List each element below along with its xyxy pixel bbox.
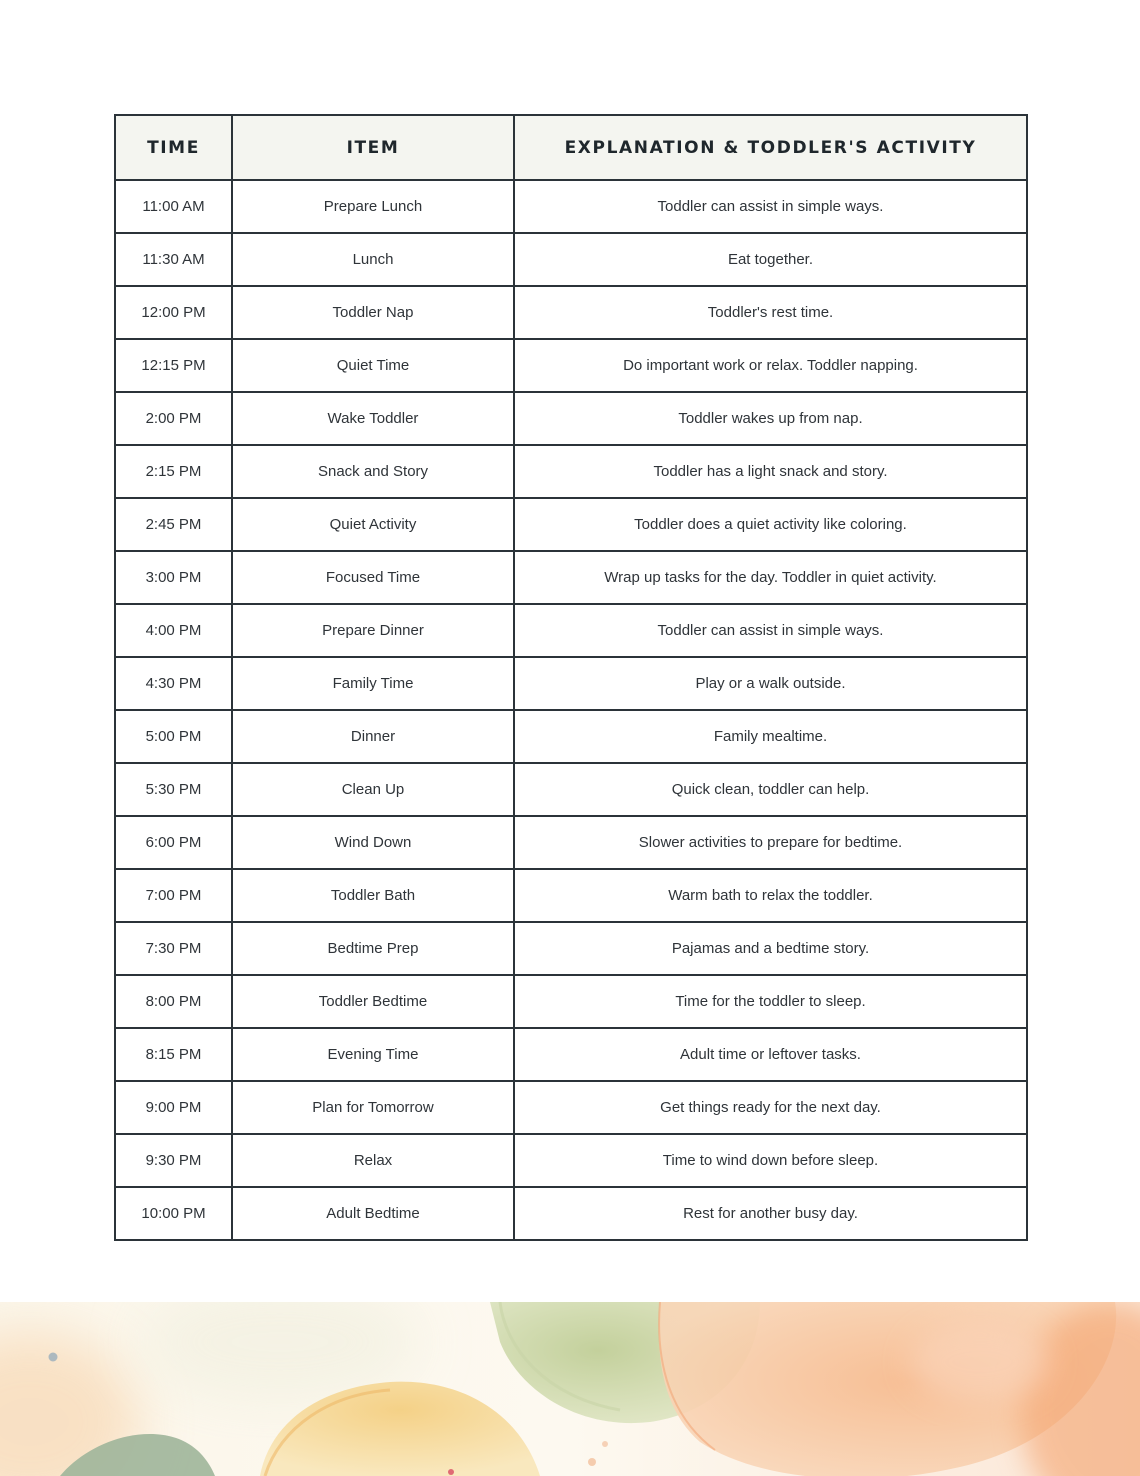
table-row	[115, 498, 1027, 551]
cell-explanation: Wrap up tasks for the day. Toddler in quiet activity.	[514, 551, 1027, 604]
schedule-table	[114, 114, 1028, 1241]
table-body	[115, 180, 1027, 1240]
cell-time: 5:00 PM	[115, 710, 232, 763]
watercolor-decoration	[0, 1302, 1140, 1476]
cell-item: Bedtime Prep	[232, 922, 514, 975]
cell-item: Prepare Lunch	[232, 180, 514, 233]
cell-explanation: Do important work or relax. Toddler napping.	[514, 339, 1027, 392]
cell-explanation: Quick clean, toddler can help.	[514, 763, 1027, 816]
cell-explanation: Rest for another busy day.	[514, 1187, 1027, 1240]
cell-item: Toddler Bath	[232, 869, 514, 922]
cell-time: 11:30 AM	[115, 233, 232, 286]
cell-explanation: Toddler wakes up from nap.	[514, 392, 1027, 445]
cell-time: 4:30 PM	[115, 657, 232, 710]
cell-item: Clean Up	[232, 763, 514, 816]
cell-time: 7:30 PM	[115, 922, 232, 975]
cell-item: Lunch	[232, 233, 514, 286]
cell-time: 6:00 PM	[115, 816, 232, 869]
table-row	[115, 922, 1027, 975]
cell-time: 2:45 PM	[115, 498, 232, 551]
cell-item: Prepare Dinner	[232, 604, 514, 657]
cell-time: 2:15 PM	[115, 445, 232, 498]
table-row	[115, 763, 1027, 816]
table-row	[115, 445, 1027, 498]
table-row	[115, 1028, 1027, 1081]
cell-time: 7:00 PM	[115, 869, 232, 922]
table-row	[115, 551, 1027, 604]
cell-time: 12:00 PM	[115, 286, 232, 339]
header-item: ITEM	[232, 115, 514, 180]
table-row	[115, 975, 1027, 1028]
cell-time: 8:15 PM	[115, 1028, 232, 1081]
table-row	[115, 1081, 1027, 1134]
cell-time: 8:00 PM	[115, 975, 232, 1028]
cell-item: Evening Time	[232, 1028, 514, 1081]
cell-explanation: Toddler does a quiet activity like coloring.	[514, 498, 1027, 551]
cell-explanation: Time for the toddler to sleep.	[514, 975, 1027, 1028]
cell-time: 12:15 PM	[115, 339, 232, 392]
cell-item: Toddler Nap	[232, 286, 514, 339]
cell-explanation: Eat together.	[514, 233, 1027, 286]
cell-time: 10:00 PM	[115, 1187, 232, 1240]
cell-item: Focused Time	[232, 551, 514, 604]
table-row	[115, 233, 1027, 286]
cell-item: Dinner	[232, 710, 514, 763]
cell-time: 2:00 PM	[115, 392, 232, 445]
table-header	[115, 115, 1027, 180]
table-row	[115, 657, 1027, 710]
cell-time: 9:00 PM	[115, 1081, 232, 1134]
cell-time: 11:00 AM	[115, 180, 232, 233]
table-row	[115, 710, 1027, 763]
watercolor-blobs-illustration	[0, 1302, 1140, 1476]
cell-explanation: Slower activities to prepare for bedtime.	[514, 816, 1027, 869]
cell-time: 9:30 PM	[115, 1134, 232, 1187]
cell-explanation: Toddler can assist in simple ways.	[514, 180, 1027, 233]
table-row	[115, 1134, 1027, 1187]
table-row	[115, 392, 1027, 445]
cell-explanation: Toddler has a light snack and story.	[514, 445, 1027, 498]
cell-item: Wake Toddler	[232, 392, 514, 445]
cell-explanation: Time to wind down before sleep.	[514, 1134, 1027, 1187]
header-row	[115, 115, 1027, 180]
peach-blob-right	[659, 1302, 1140, 1476]
cell-item: Adult Bedtime	[232, 1187, 514, 1240]
cell-explanation: Toddler's rest time.	[514, 286, 1027, 339]
cell-time: 5:30 PM	[115, 763, 232, 816]
header-explanation: EXPLANATION & TODDLER'S ACTIVITY	[514, 115, 1027, 180]
cell-item: Quiet Time	[232, 339, 514, 392]
table-row	[115, 339, 1027, 392]
cell-explanation: Family mealtime.	[514, 710, 1027, 763]
table-row	[115, 816, 1027, 869]
cell-explanation: Pajamas and a bedtime story.	[514, 922, 1027, 975]
cell-explanation: Play or a walk outside.	[514, 657, 1027, 710]
cell-item: Snack and Story	[232, 445, 514, 498]
cell-item: Toddler Bedtime	[232, 975, 514, 1028]
table-row	[115, 604, 1027, 657]
cell-explanation: Get things ready for the next day.	[514, 1081, 1027, 1134]
table-row	[115, 1187, 1027, 1240]
cell-item: Relax	[232, 1134, 514, 1187]
table-row	[115, 869, 1027, 922]
cell-explanation: Warm bath to relax the toddler.	[514, 869, 1027, 922]
cell-time: 3:00 PM	[115, 551, 232, 604]
table-row	[115, 286, 1027, 339]
cell-explanation: Adult time or leftover tasks.	[514, 1028, 1027, 1081]
header-time: TIME	[115, 115, 232, 180]
cell-time: 4:00 PM	[115, 604, 232, 657]
cell-item: Plan for Tomorrow	[232, 1081, 514, 1134]
cell-item: Wind Down	[232, 816, 514, 869]
cell-item: Family Time	[232, 657, 514, 710]
cell-explanation: Toddler can assist in simple ways.	[514, 604, 1027, 657]
table-row	[115, 180, 1027, 233]
cell-item: Quiet Activity	[232, 498, 514, 551]
